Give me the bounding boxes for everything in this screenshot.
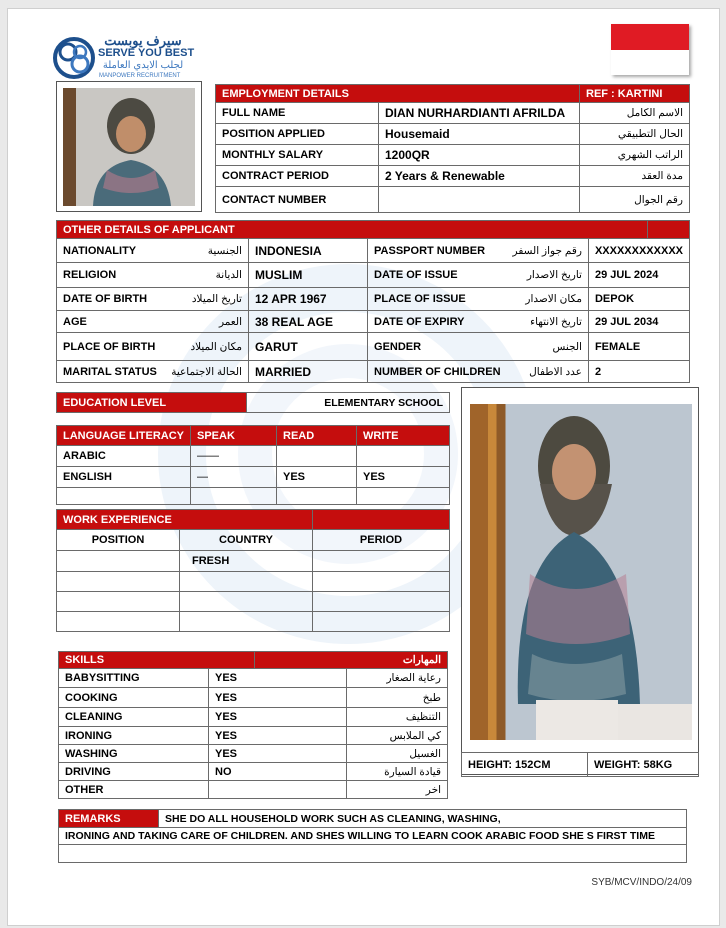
lang-row-english <box>57 467 450 488</box>
work-row <box>57 592 450 612</box>
other-value-2: FEMALE <box>588 333 689 361</box>
lang-name: ENGLISH <box>57 467 191 488</box>
row-contract <box>216 166 690 187</box>
work-row <box>57 572 450 592</box>
other-label-2-ar: الجنس <box>507 333 589 361</box>
value-salary: 1200QR <box>379 145 580 166</box>
skills-body <box>58 668 448 799</box>
company-logo <box>52 33 242 85</box>
education-value: ELEMENTARY SCHOOL <box>247 393 450 413</box>
remarks-title: REMARKS <box>59 810 159 828</box>
other-detail-row <box>57 361 690 383</box>
skill-value: YES <box>209 745 347 763</box>
footer-code: SYB/MCV/INDO/24/09 <box>591 877 692 888</box>
other-label-2-ar: عدد الاطفال <box>507 361 589 383</box>
label-salary: MONTHLY SALARY <box>216 145 379 166</box>
other-details-body <box>56 238 690 383</box>
work-position <box>57 551 180 572</box>
flag-white-band <box>611 50 689 75</box>
skill-row <box>59 688 448 708</box>
other-value-2: DEPOK <box>588 288 689 311</box>
other-label-ar: الديانة <box>163 263 249 288</box>
skill-ar: رعاية الصغار <box>347 669 448 688</box>
skill-value: NO <box>209 763 347 781</box>
other-value: MUSLIM <box>248 263 367 288</box>
work-position <box>57 572 180 592</box>
other-label: AGE <box>57 311 163 333</box>
logo-sub: MANPOWER RECRUITMENT <box>99 73 181 79</box>
other-label-2-ar: رقم جواز السفر <box>507 239 589 263</box>
work-header-position: POSITION <box>57 530 180 551</box>
other-label-ar: الحالة الاجتماعية <box>163 361 249 383</box>
skill-name: WASHING <box>59 745 209 763</box>
skill-row <box>59 763 448 781</box>
lang-header-read: READ <box>277 426 357 446</box>
logo-name: SERVE YOU BEST <box>98 47 195 59</box>
work-position <box>57 612 180 632</box>
indonesia-flag <box>611 24 689 75</box>
skill-value: YES <box>209 688 347 708</box>
ar-full-name: الاسم الكامل <box>580 103 690 124</box>
other-label-2: PASSPORT NUMBER <box>368 239 507 263</box>
ar-position: الحال التطبيقي <box>580 124 690 145</box>
flag-red-band <box>611 24 689 50</box>
logo-sub-arabic: لجلب الايدي العاملة <box>102 60 184 71</box>
other-label: NATIONALITY <box>57 239 163 263</box>
other-detail-row <box>57 239 690 263</box>
lang-write <box>357 488 450 505</box>
skill-ar: قيادة السيارة <box>347 763 448 781</box>
skill-ar: التنظيف <box>347 708 448 727</box>
logo-mark-icon <box>52 35 96 81</box>
remarks-empty-line <box>59 845 687 863</box>
other-value-2: 2 <box>588 361 689 383</box>
lang-speak: — <box>191 467 277 488</box>
skills-table <box>58 651 448 669</box>
other-detail-row <box>57 333 690 361</box>
value-position: Housemaid <box>379 124 580 145</box>
lang-read <box>277 488 357 505</box>
physical-table <box>461 752 699 777</box>
other-label-ar: مكان الميلاد <box>163 333 249 361</box>
skill-row <box>59 727 448 745</box>
work-row <box>57 551 450 572</box>
value-full-name: DIAN NURHARDIANTI AFRILDA <box>379 103 580 124</box>
work-country <box>180 612 313 632</box>
remarks-line-2: IRONING AND TAKING CARE OF CHILDREN. AND SHES WILLING TO LEARN COOK ARABIC FOOD SHE S FIRST TIME <box>59 828 687 845</box>
skill-name: CLEANING <box>59 708 209 727</box>
other-value: INDONESIA <box>248 239 367 263</box>
work-experience-table <box>56 509 450 632</box>
portrait-full-icon <box>470 404 692 740</box>
other-label-2-ar: تاريخ الاصدار <box>507 263 589 288</box>
skill-name: BABYSITTING <box>59 669 209 688</box>
other-details-title: OTHER DETAILS OF APPLICANT <box>57 221 648 239</box>
work-position <box>57 592 180 612</box>
lang-speak <box>191 488 277 505</box>
language-table <box>56 425 450 505</box>
ref-badge: REF : KARTINI <box>580 85 690 103</box>
lang-name <box>57 488 191 505</box>
work-title-fill <box>313 510 450 530</box>
other-label-2-ar: تاريخ الانتهاء <box>507 311 589 333</box>
ar-contract: مدة العقد <box>580 166 690 187</box>
other-detail-row <box>57 311 690 333</box>
lang-name: ARABIC <box>57 446 191 467</box>
value-contract: 2 Years & Renewable <box>379 166 580 187</box>
label-position: POSITION APPLIED <box>216 124 379 145</box>
skill-value <box>209 781 347 799</box>
ar-contact: رقم الجوال <box>580 187 690 213</box>
row-contact <box>216 187 690 213</box>
other-label: MARITAL STATUS <box>57 361 163 383</box>
weight-value: WEIGHT: 58KG <box>588 753 699 777</box>
other-label-2-ar: مكان الاصدار <box>507 288 589 311</box>
other-value: GARUT <box>248 333 367 361</box>
other-label-ar: العمر <box>163 311 249 333</box>
skill-name: DRIVING <box>59 763 209 781</box>
skill-ar: اخر <box>347 781 448 799</box>
applicant-photo-full <box>470 404 692 740</box>
skill-ar: طبخ <box>347 688 448 708</box>
employment-details-table <box>215 84 690 213</box>
row-salary <box>216 145 690 166</box>
logo-arabic: سيرف يوبست <box>104 33 182 48</box>
work-period <box>313 572 450 592</box>
skill-name: IRONING <box>59 727 209 745</box>
lang-row-empty <box>57 488 450 505</box>
employment-details-title: EMPLOYMENT DETAILS <box>216 85 580 103</box>
work-header-country: COUNTRY <box>180 530 313 551</box>
lang-header-speak: SPEAK <box>191 426 277 446</box>
other-label: RELIGION <box>57 263 163 288</box>
skill-row <box>59 708 448 727</box>
work-title: WORK EXPERIENCE <box>57 510 313 530</box>
lang-header-write: WRITE <box>357 426 450 446</box>
education-table <box>56 392 450 413</box>
remarks-table <box>58 809 687 863</box>
skill-row <box>59 669 448 688</box>
education-label: EDUCATION LEVEL <box>57 393 247 413</box>
height-value: HEIGHT: 152CM <box>462 753 588 777</box>
lang-read: YES <box>277 467 357 488</box>
other-value: 12 APR 1967 <box>248 288 367 311</box>
work-country: FRESH <box>180 551 313 572</box>
work-period <box>313 551 450 572</box>
lang-write <box>357 446 450 467</box>
remarks-line-1: SHE DO ALL HOUSEHOLD WORK SUCH AS CLEANING, WASHING, <box>159 810 687 828</box>
skill-value: YES <box>209 669 347 688</box>
other-value: 38 REAL AGE <box>248 311 367 333</box>
skill-name: COOKING <box>59 688 209 708</box>
other-details-rows <box>56 238 690 383</box>
label-full-name: FULL NAME <box>216 103 379 124</box>
lang-speak: —— <box>191 446 277 467</box>
lang-write: YES <box>357 467 450 488</box>
lang-read <box>277 446 357 467</box>
other-detail-row <box>57 263 690 288</box>
label-contract: CONTRACT PERIOD <box>216 166 379 187</box>
other-label-ar: الجنسية <box>163 239 249 263</box>
other-label-2: NUMBER OF CHILDREN <box>368 361 507 383</box>
skill-ar: الغسيل <box>347 745 448 763</box>
portrait-icon <box>63 88 195 206</box>
skill-value: YES <box>209 708 347 727</box>
other-label-2: DATE OF EXPIRY <box>368 311 507 333</box>
row-position <box>216 124 690 145</box>
other-value-2: 29 JUL 2034 <box>588 311 689 333</box>
skills-title: SKILLS <box>59 652 255 669</box>
other-label: DATE OF BIRTH <box>57 288 163 311</box>
cv-page <box>7 8 720 926</box>
work-header-period: PERIOD <box>313 530 450 551</box>
lang-row-arabic <box>57 446 450 467</box>
other-label: PLACE OF BIRTH <box>57 333 163 361</box>
other-detail-row <box>57 288 690 311</box>
other-label-2: GENDER <box>368 333 507 361</box>
row-full-name <box>216 103 690 124</box>
applicant-photo-full-frame <box>461 387 699 775</box>
work-country <box>180 572 313 592</box>
skill-row <box>59 745 448 763</box>
label-contact: CONTACT NUMBER <box>216 187 379 213</box>
applicant-photo-small-frame <box>56 81 202 212</box>
other-value: MARRIED <box>248 361 367 383</box>
other-value-2: 29 JUL 2024 <box>588 263 689 288</box>
ar-salary: الراتب الشهري <box>580 145 690 166</box>
skill-value: YES <box>209 727 347 745</box>
other-details-table <box>56 220 690 239</box>
value-contact <box>379 187 580 213</box>
work-period <box>313 592 450 612</box>
work-period <box>313 612 450 632</box>
skills-rows <box>58 668 448 799</box>
work-row <box>57 612 450 632</box>
work-country <box>180 592 313 612</box>
skill-name: OTHER <box>59 781 209 799</box>
other-details-title-fill <box>648 221 690 239</box>
other-label-2: DATE OF ISSUE <box>368 263 507 288</box>
other-label-ar: تاريخ الميلاد <box>163 288 249 311</box>
other-value-2: XXXXXXXXXXXX <box>588 239 689 263</box>
skill-ar: كي الملابس <box>347 727 448 745</box>
other-label-2: PLACE OF ISSUE <box>368 288 507 311</box>
applicant-photo-small <box>63 88 195 206</box>
skills-title-ar: المهارات <box>255 652 448 669</box>
lang-header-literacy: LANGUAGE LITERACY <box>57 426 191 446</box>
skill-row <box>59 781 448 799</box>
